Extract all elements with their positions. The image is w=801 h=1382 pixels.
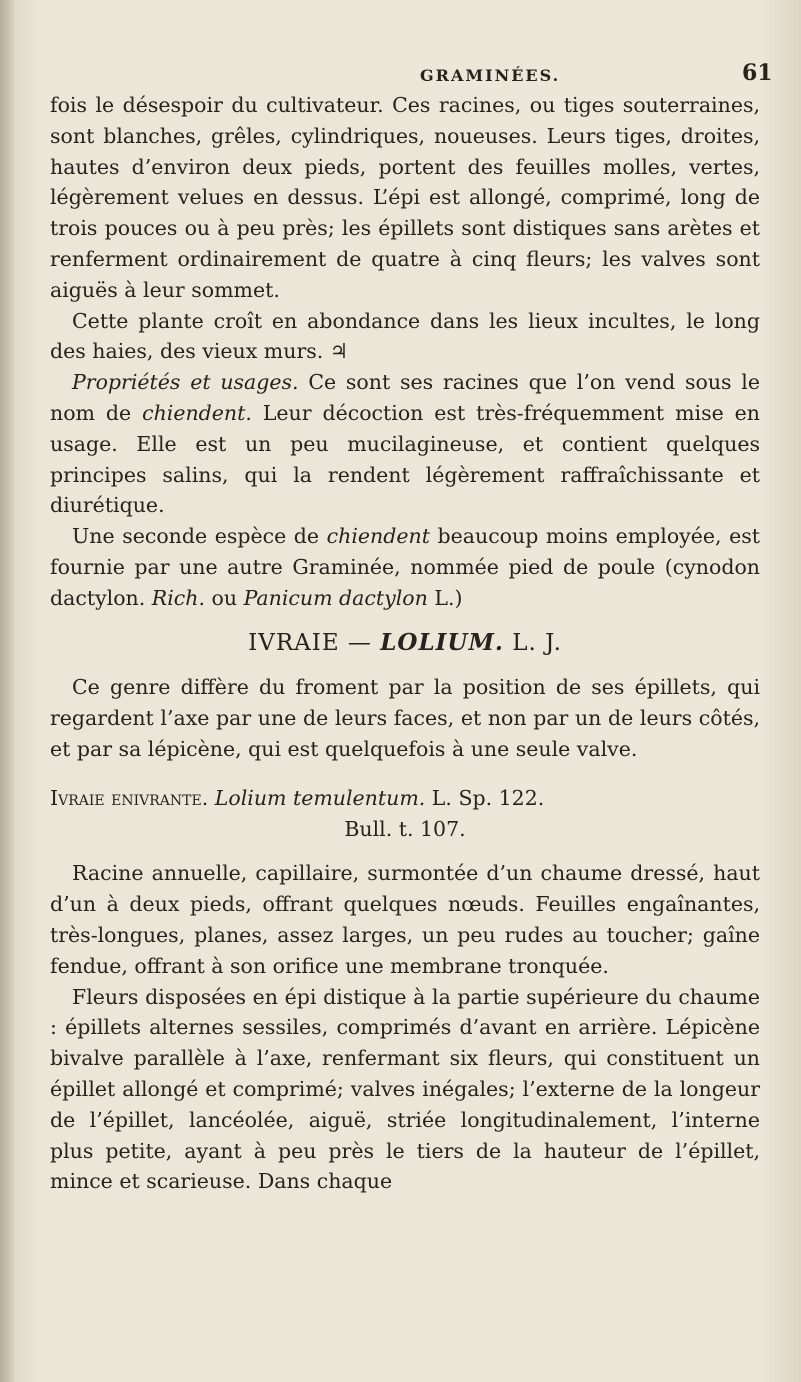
species-heading: Ivraie enivrante. Lolium temulentum. L. Sp. 122. xyxy=(50,785,545,810)
genus-heading: IVRAIE — LOLIUM. L. J. xyxy=(248,628,562,656)
species-reference: Bull. t. 107. xyxy=(344,816,466,841)
paragraph-uses: Propriétés et usages. Ce sont ses racines que l’on vend sous le nom de chiendent. Leur décoction est très-fréquemment mise en usage. Elle est un peu mucilagineuse, et contient quelques principes salins, qui la rendent légèrement raffraîchissante et diurétique. xyxy=(50,370,760,518)
paragraph-flowers: Fleurs disposées en épi distique à la partie supérieure du chaume : épillets alternes sessiles, comprimés d’avant en arrière. Lépicène bivalve parallèle à l’axe, renfermant six fleurs, qui constituent un épillet allongé et comprimé; valves inégales; l’externe de la longeur de l’épillet, lancéolée, aiguë, striée longitudinalement, l’interne plus petite, ayant à peu près le tiers de la hauteur de l’épillet, mince et scarieuse. Dans chaque xyxy=(50,984,760,1194)
page-number: 61 xyxy=(742,60,773,86)
page-body xyxy=(50,90,760,1197)
paragraph-second-species: Une seconde espèce de chiendent beaucoup moins employée, est fournie par une autre Graminée, nommée pied de poule (cynodon dactylon. Rich. ou Panicum dactylon L.) xyxy=(50,524,760,610)
page-binding-shadow xyxy=(0,0,14,1382)
section-label-uses: Propriétés et usages. xyxy=(72,370,299,395)
paragraph-genus-description: Ce genre diffère du froment par la position de ses épillets, qui regardent l’axe par une de leurs faces, et non par un de leurs côtés, et par sa lépicène, qui est quelquefois à une seule valve. xyxy=(50,675,760,761)
paragraph-roots: fois le désespoir du cultivateur. Ces racines, ou tiges souterraines, sont blanches, grêles, cylindriques, noueuses. Leurs tiges, droites, hautes d’environ deux pieds, portent des feuilles molles, vertes, légèrement velues en dessus. L’épi est allongé, comprimé, long de trois pouces ou à peu près; les épillets sont distiques sans arètes et renferment ordinairement de quatre à cinq fleurs; les valves sont aiguës à leur sommet. xyxy=(50,93,760,302)
paragraph-habitat: Cette plante croît en abondance dans les lieux incultes, le long des haies, des vieux murs. ♃ xyxy=(50,308,760,364)
paragraph-root-stem: Racine annuelle, capillaire, surmontée d’un chaume dressé, haut d’un à deux pieds, offrant quelques nœuds. Feuilles engaînantes, très-longues, planes, assez larges, un peu rudes au toucher; gaîne fendue, offrant à son orifice une membrane tronquée. xyxy=(50,861,760,978)
running-title: GRAMINÉES. xyxy=(420,66,561,85)
